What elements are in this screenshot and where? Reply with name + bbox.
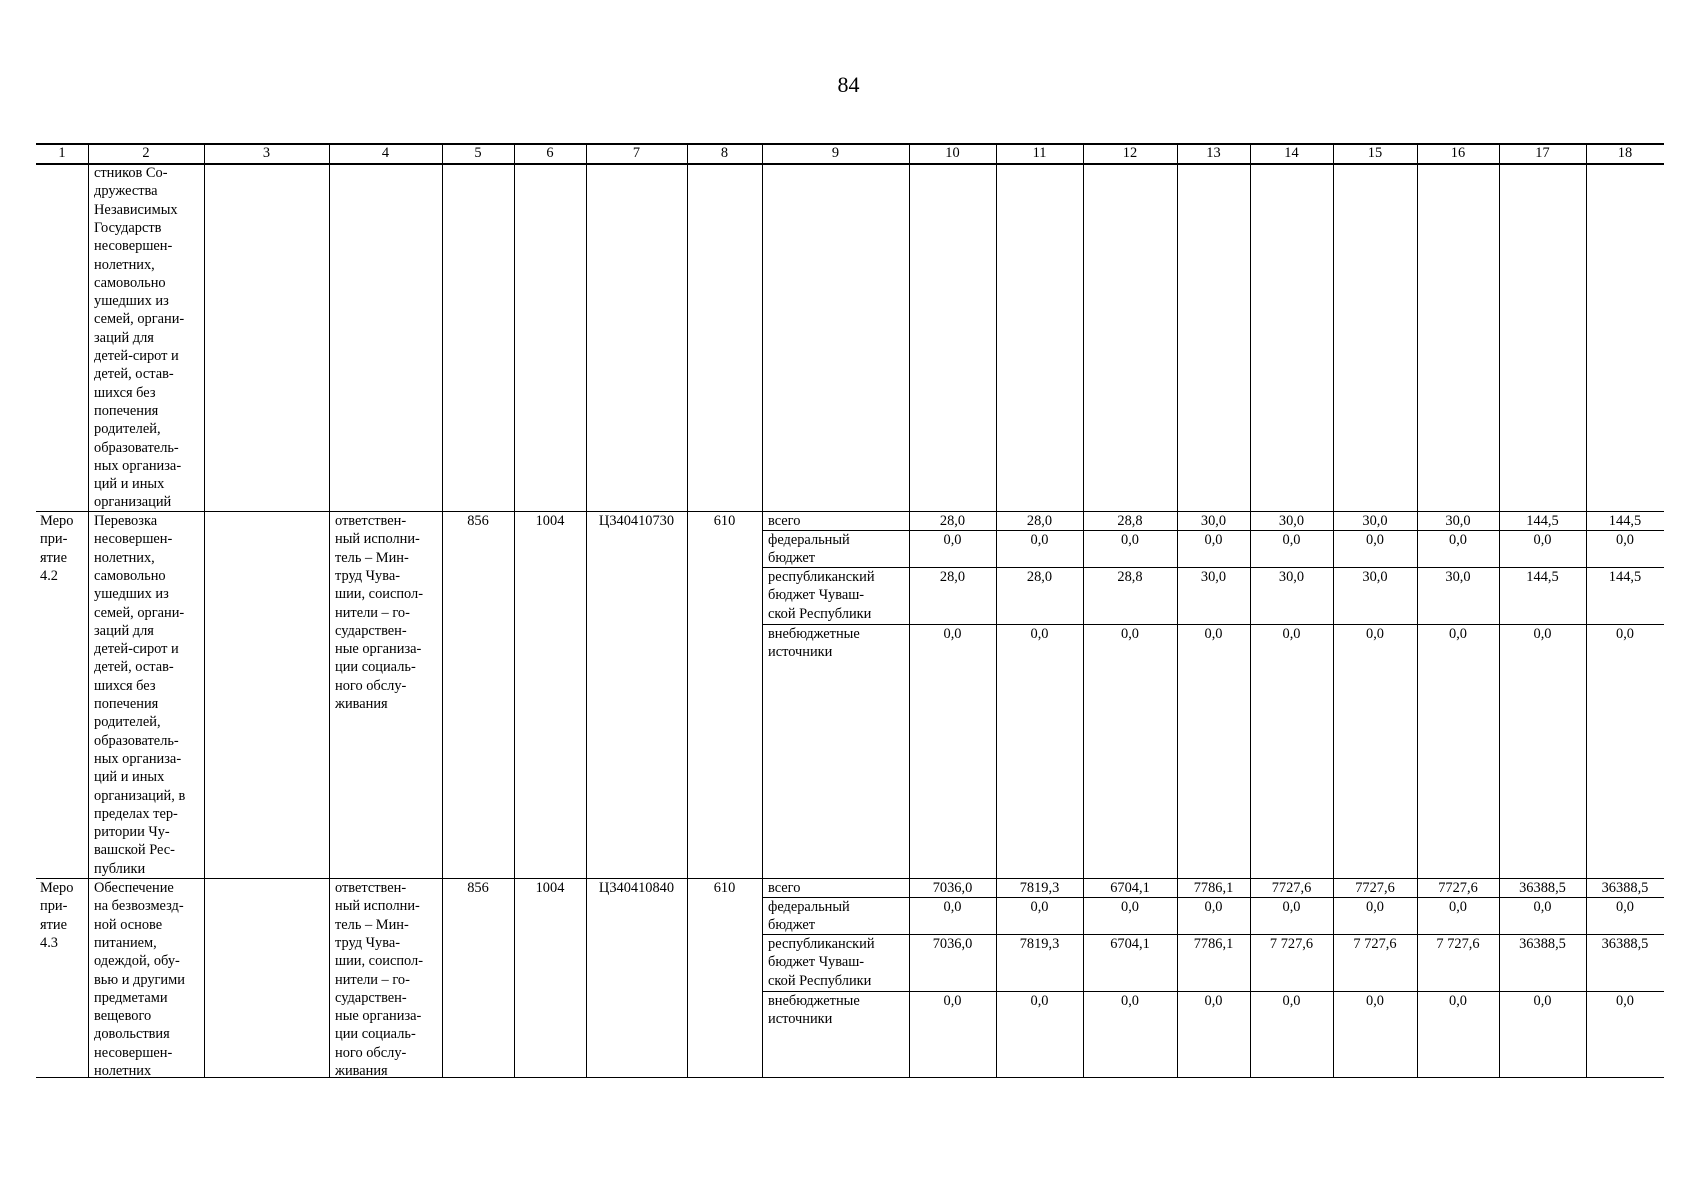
funding-amount: 6704,1 <box>1110 936 1150 952</box>
column-header-4: 4 <box>381 145 390 161</box>
column-rule-8 <box>762 143 763 1078</box>
activity-4-2-executor-line: шии, соиспол- <box>335 586 424 603</box>
funding-amount: 28,8 <box>1117 569 1143 585</box>
continuation-description-line: нолетних, <box>94 256 155 273</box>
continuation-description-line: семей, органи- <box>94 311 185 328</box>
activity-4-3-number-line: ятие <box>40 916 67 933</box>
continuation-description-line: Независимых <box>94 201 178 218</box>
activity-4-3-title-line: вью и другими <box>94 971 185 988</box>
funding-source-label: федеральный бюджет <box>768 899 850 933</box>
column-rule-4 <box>442 143 443 1078</box>
funding-amount: 0,0 <box>1030 626 1049 642</box>
funding-amount: 36388,5 <box>1519 936 1566 952</box>
funding-amount: 0,0 <box>1366 993 1384 1009</box>
funding-amount: 36388,5 <box>1601 880 1649 896</box>
activity-4-3-title-line: нолетних <box>94 1063 152 1079</box>
funding-amount: 0,0 <box>1121 532 1139 548</box>
activity-4-2-number-line: 4.2 <box>40 567 58 584</box>
page-number: 84 <box>837 72 860 97</box>
funding-amount: 0,0 <box>1204 532 1223 548</box>
activity-4-2-number-line: Меро <box>40 513 74 529</box>
funding-amount: 144,5 <box>1608 569 1642 585</box>
column-rule-7 <box>687 143 688 1078</box>
activity-4-2-executor-line: сударствен- <box>335 622 407 639</box>
column-rule-15 <box>1417 143 1418 1078</box>
funding-amount: 0,0 <box>1121 993 1139 1009</box>
activity-4-2-title-line: самовольно <box>94 567 166 584</box>
continuation-description-line: самовольно <box>94 274 166 291</box>
funding-amount: 0,0 <box>1533 993 1552 1009</box>
continuation-description-line: дружества <box>94 183 158 200</box>
funding-amount: 7 727,6 <box>1353 936 1397 952</box>
activity-4-2-title-line: ций и иных <box>94 769 165 786</box>
activity-4-2-executor-line: ответствен- <box>335 513 407 529</box>
activity-4-2-title-line: пределах тер- <box>94 805 178 822</box>
activity-4-2-executor-line: ного обслу- <box>335 677 407 694</box>
funding-amount: 0,0 <box>1282 626 1301 642</box>
activity-4-2-title-line: вашской Рес- <box>94 842 175 859</box>
continuation-description-line: стников Со- <box>94 165 168 181</box>
activity-4-3-number-line: Меро <box>40 880 74 896</box>
funding-source-label: федеральный бюджет <box>768 532 850 566</box>
funding-amount: 0,0 <box>1449 532 1467 548</box>
funding-amount: 0,0 <box>1030 993 1049 1009</box>
continuation-description-line: родителей, <box>94 421 161 438</box>
funding-source-label: республиканский бюджет Чуваш- ской Республики <box>768 569 875 622</box>
funding-amount: 30,0 <box>1200 569 1227 585</box>
funding-amount: 7786,1 <box>1193 936 1234 952</box>
activity-4-3-executor-line: шии, соиспол- <box>335 953 424 970</box>
activity-4-2-executor-line: ные организа- <box>335 641 422 658</box>
funding-amount: 28,0 <box>1026 569 1053 585</box>
activity-4-3-title-line: на безвозмезд- <box>94 898 184 915</box>
activity-4-3-section-code: 1004 <box>535 880 565 896</box>
column-rule-11 <box>1083 143 1084 1078</box>
column-header-10: 10 <box>945 145 960 161</box>
activity-4-3-executor-line: ный исполни- <box>335 898 420 915</box>
column-header-16: 16 <box>1450 145 1466 161</box>
activity-4-2-executor-line: ный исполни- <box>335 531 420 548</box>
column-header-5: 5 <box>474 145 482 161</box>
activity-4-2-executor-line: ции социаль- <box>335 659 416 676</box>
funding-amount: 0,0 <box>1616 532 1634 548</box>
column-rule-3 <box>329 143 330 1078</box>
funding-amount: 7036,0 <box>932 936 973 952</box>
activity-4-2-number-line: при- <box>40 531 68 548</box>
activity-4-2-executor-line: нители – го- <box>335 604 410 621</box>
continuation-description-line: детей-сирот и <box>94 348 179 364</box>
column-rule-12 <box>1177 143 1178 1078</box>
activity-4-2-title-line: родителей, <box>94 714 161 731</box>
funding-amount: 0,0 <box>943 899 962 915</box>
funding-source-label: внебюджетные источники <box>768 993 860 1028</box>
column-rule-1 <box>88 143 89 1078</box>
activity-4-3-number-line: при- <box>40 898 68 915</box>
activity-4-2-title-line: ритории Чу- <box>94 824 170 841</box>
funding-amount: 0,0 <box>1282 993 1301 1009</box>
funding-amount: 0,0 <box>1449 899 1467 915</box>
activity-4-2-title-line: ных организа- <box>94 750 182 767</box>
column-header-14: 14 <box>1284 145 1299 161</box>
column-header-13: 13 <box>1206 145 1221 161</box>
header-bottom-rule <box>36 163 1664 165</box>
activity-4-2-number-line: ятие <box>40 549 67 566</box>
funding-amount: 7819,3 <box>1019 880 1060 896</box>
funding-amount: 7786,1 <box>1193 880 1234 896</box>
activity-4-3-number-line: 4.3 <box>40 934 58 951</box>
column-rule-13 <box>1250 143 1251 1078</box>
activity-4-2-executor-line: живания <box>335 696 388 712</box>
funding-amount: 7727,6 <box>1355 880 1395 896</box>
activity-4-3-executor-line: ции социаль- <box>335 1026 416 1043</box>
funding-amount: 36388,5 <box>1519 880 1566 896</box>
activity-4-2-grbs-code: 856 <box>467 513 489 529</box>
continuation-description-line: попечения <box>94 402 159 419</box>
column-header-2: 2 <box>142 145 150 161</box>
funding-amount: 28,0 <box>1026 513 1053 529</box>
activity-4-3-executor-line: ные организа- <box>335 1008 422 1025</box>
funding-amount: 30,0 <box>1445 569 1471 585</box>
funding-amount: 0,0 <box>1533 532 1552 548</box>
continuation-description-line: Государств <box>94 219 162 236</box>
funding-amount: 0,0 <box>1449 626 1467 642</box>
continuation-description-line: несовершен- <box>94 238 173 255</box>
funding-amount: 0,0 <box>943 532 962 548</box>
activity-4-2-title-line: детей, остав- <box>94 659 174 676</box>
activity-4-3-executor-line: нители – го- <box>335 971 410 988</box>
continuation-description-line: ных организа- <box>94 457 182 474</box>
funding-source-label: республиканский бюджет Чуваш- ской Республики <box>768 936 875 989</box>
activity-4-3-title-line: Обеспечение <box>94 880 174 896</box>
activity-4-2-executor-line: тель – Мин- <box>335 549 409 566</box>
funding-amount: 0,0 <box>1282 532 1301 548</box>
column-rule-9 <box>909 143 910 1078</box>
activity-4-3-executor-line: тель – Мин- <box>335 916 409 933</box>
continuation-description-line: детей, остав- <box>94 366 174 383</box>
funding-amount: 0,0 <box>1616 626 1634 642</box>
funding-amount: 0,0 <box>1204 993 1223 1009</box>
funding-amount: 7727,6 <box>1438 880 1478 896</box>
column-header-15: 15 <box>1367 145 1383 161</box>
funding-amount: 28,0 <box>939 513 966 529</box>
budget-table <box>36 143 1664 1078</box>
column-header-17: 17 <box>1535 145 1550 161</box>
column-header-11: 11 <box>1032 145 1047 161</box>
funding-amount: 30,0 <box>1362 513 1388 529</box>
funding-amount: 28,8 <box>1117 513 1143 529</box>
funding-amount: 0,0 <box>943 993 962 1009</box>
column-rule-16 <box>1499 143 1500 1078</box>
activity-4-2-title-line: заций для <box>94 622 154 639</box>
column-rule-5 <box>514 143 515 1078</box>
funding-amount: 7 727,6 <box>1269 936 1314 952</box>
column-header-3: 3 <box>262 145 271 161</box>
column-rule-10 <box>996 143 997 1078</box>
funding-amount: 7819,3 <box>1019 936 1060 952</box>
column-rule-17 <box>1586 143 1587 1078</box>
column-header-8: 8 <box>720 145 729 161</box>
funding-amount: 0,0 <box>1204 899 1223 915</box>
funding-amount: 28,0 <box>939 569 966 585</box>
column-header-12: 12 <box>1122 145 1138 161</box>
funding-amount: 36388,5 <box>1601 936 1649 952</box>
column-header-6: 6 <box>546 145 554 161</box>
activity-4-2-title-line: образователь- <box>94 732 179 749</box>
activity-4-3-title-line: предметами <box>94 989 168 1006</box>
funding-amount: 0,0 <box>1616 899 1634 915</box>
activity-4-2-title-line: семей, органи- <box>94 604 185 621</box>
funding-amount: 144,5 <box>1526 569 1559 585</box>
activity-4-3-title-line: вещевого <box>94 1008 152 1025</box>
funding-amount: 0,0 <box>943 626 962 642</box>
continuation-description-line: заций для <box>94 329 154 346</box>
activity-4-2-section-code: 1004 <box>535 513 565 529</box>
activity-4-2-expense-type-code: 610 <box>713 513 736 529</box>
funding-amount: 0,0 <box>1030 532 1049 548</box>
funding-amount: 0,0 <box>1030 899 1049 915</box>
activity-4-3-title-line: довольствия <box>94 1026 170 1043</box>
column-rule-6 <box>586 143 587 1078</box>
continuation-description-line: образователь- <box>94 439 179 456</box>
activity-4-3-title-line: ной основе <box>94 916 163 933</box>
funding-amount: 30,0 <box>1362 569 1388 585</box>
activity-4-3-executor-line: живания <box>335 1063 388 1079</box>
funding-amount: 144,5 <box>1608 513 1642 529</box>
funding-amount: 0,0 <box>1533 626 1552 642</box>
activity-4-2-executor-line: труд Чува- <box>335 567 401 584</box>
funding-amount: 144,5 <box>1526 513 1559 529</box>
continuation-description-line: организаций <box>94 494 172 511</box>
funding-amount: 0,0 <box>1282 899 1301 915</box>
activity-4-2-title-line: ушедших из <box>94 586 169 603</box>
activity-4-3-target-item-code: Ц340410840 <box>598 880 675 896</box>
funding-amount: 0,0 <box>1366 532 1384 548</box>
column-rule-14 <box>1333 143 1334 1078</box>
activity-4-3-executor-line: ответствен- <box>335 880 407 896</box>
funding-amount: 0,0 <box>1449 993 1467 1009</box>
continuation-description-line: ушедших из <box>94 293 169 310</box>
funding-amount: 30,0 <box>1445 513 1471 529</box>
funding-amount: 0,0 <box>1121 899 1139 915</box>
activity-4-2-title-line: нолетних, <box>94 549 155 566</box>
activity-4-3-title-line: питанием, <box>94 934 157 951</box>
activity-4-2-title-line: организаций, в <box>94 787 186 804</box>
funding-amount: 0,0 <box>1121 626 1139 642</box>
funding-amount: 30,0 <box>1200 513 1227 529</box>
funding-amount: 7 727,6 <box>1436 936 1480 952</box>
column-header-7: 7 <box>632 145 641 161</box>
activity-4-2-title-line: шихся без <box>94 677 156 694</box>
continuation-description-line: ций и иных <box>94 476 165 493</box>
activity-4-3-executor-line: труд Чува- <box>335 934 401 951</box>
activity-4-2-title-line: детей-сирот и <box>94 641 179 658</box>
column-rule-2 <box>204 143 205 1078</box>
funding-amount: 0,0 <box>1366 626 1384 642</box>
funding-source-label: всего <box>768 880 801 896</box>
activity-4-3-title-line: несовершен- <box>94 1044 173 1061</box>
activity-4-3-expense-type-code: 610 <box>713 880 736 896</box>
activity-4-2-title-line: Перевозка <box>94 513 158 529</box>
activity-4-2-title-line: несовершен- <box>94 531 173 548</box>
funding-amount: 6704,1 <box>1110 880 1150 896</box>
funding-amount: 0,0 <box>1616 993 1634 1009</box>
funding-amount: 7727,6 <box>1271 880 1312 896</box>
table-bottom-rule <box>36 1077 1664 1078</box>
activity-4-2-target-item-code: Ц340410730 <box>598 513 675 529</box>
funding-amount: 7036,0 <box>932 880 973 896</box>
funding-source-label: внебюджетные источники <box>768 626 860 661</box>
funding-amount: 0,0 <box>1366 899 1384 915</box>
funding-source-label: всего <box>768 513 801 529</box>
funding-amount: 30,0 <box>1278 513 1305 529</box>
activity-4-2-title-line: попечения <box>94 696 159 712</box>
activity-4-3-executor-line: ного обслу- <box>335 1044 407 1061</box>
column-header-18: 18 <box>1617 145 1633 161</box>
activity-4-3-executor-line: сударствен- <box>335 989 407 1006</box>
continuation-description-line: шихся без <box>94 384 156 401</box>
column-header-9: 9 <box>831 145 840 161</box>
funding-amount: 0,0 <box>1533 899 1552 915</box>
activity-4-3-grbs-code: 856 <box>467 880 489 896</box>
activity-4-3-title-line: одеждой, обу- <box>94 953 180 970</box>
column-header-1: 1 <box>58 145 66 161</box>
funding-amount: 30,0 <box>1278 569 1305 585</box>
funding-amount: 0,0 <box>1204 626 1223 642</box>
activity-4-2-title-line: публики <box>94 860 146 877</box>
